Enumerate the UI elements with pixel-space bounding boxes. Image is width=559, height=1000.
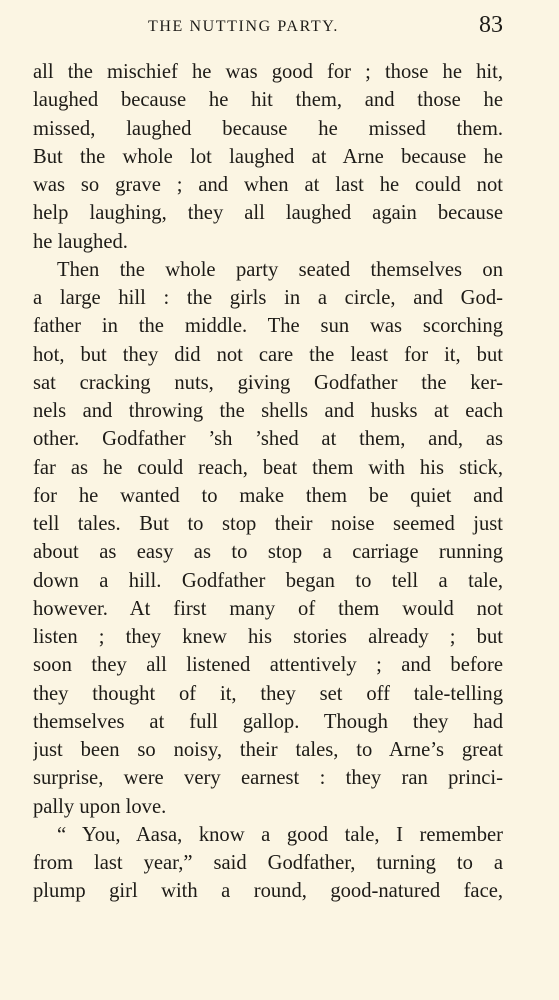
text-line: laughed because he hit them, and those he	[33, 89, 503, 112]
text-line: for he wanted to make them be quiet and	[33, 484, 503, 507]
text-line: pally upon love.	[33, 795, 167, 818]
page-number: 83	[479, 12, 503, 38]
text-line: was so grave ; and when at last he could not	[33, 174, 503, 196]
text-line: down a hill. Godfather began to tell a tale,	[33, 569, 503, 592]
text-line: father in the middle. The sun was scorching	[33, 315, 503, 338]
text-line: Then the whole party seated themselves on	[57, 258, 503, 281]
text-line: help laughing, they all laughed again because	[33, 202, 503, 225]
text-line: about as easy as to stop a carriage running	[33, 541, 503, 564]
text-line: all the mischief he was good for ; those he hit,	[33, 61, 503, 83]
text-line: they thought of it, they set off tale-telling	[33, 682, 503, 705]
text-line: themselves at full gallop. Though they had	[33, 710, 503, 733]
text-line: But the whole lot laughed at Arne because he	[33, 145, 503, 168]
text-line: plump girl with a round, good-natured face,	[33, 880, 503, 903]
text-line: he laughed.	[33, 230, 128, 253]
text-line: surprise, were very earnest : they ran princi-	[33, 767, 503, 790]
text-line: tell tales. But to stop their noise seemed just	[33, 513, 503, 535]
text-line: however. At first many of them would not	[33, 597, 503, 620]
text-line: sat cracking nuts, giving Godfather the ker-	[33, 371, 503, 394]
text-line: from last year,” said Godfather, turning to a	[33, 852, 503, 874]
text-line: other. Godfather ’sh ’shed at them, and, as	[33, 428, 503, 451]
text-line: nels and throwing the shells and husks at each	[33, 400, 503, 422]
text-line: hot, but they did not care the least for it, but	[33, 343, 503, 366]
text-line: missed, laughed because he missed them.	[33, 117, 503, 140]
running-title: THE NUTTING PARTY.	[148, 18, 339, 35]
body-text	[33, 58, 503, 906]
running-head	[0, 12, 559, 42]
text-line: a large hill : the girls in a circle, and God-	[33, 287, 503, 309]
text-line: listen ; they knew his stories already ; but	[33, 626, 503, 648]
text-line: “ You, Aasa, know a good tale, I remember	[57, 823, 503, 846]
text-line: just been so noisy, their tales, to Arne’s great	[33, 739, 503, 761]
text-line: soon they all listened attentively ; and before	[33, 654, 503, 677]
text-line: far as he could reach, beat them with his stick,	[33, 456, 503, 479]
